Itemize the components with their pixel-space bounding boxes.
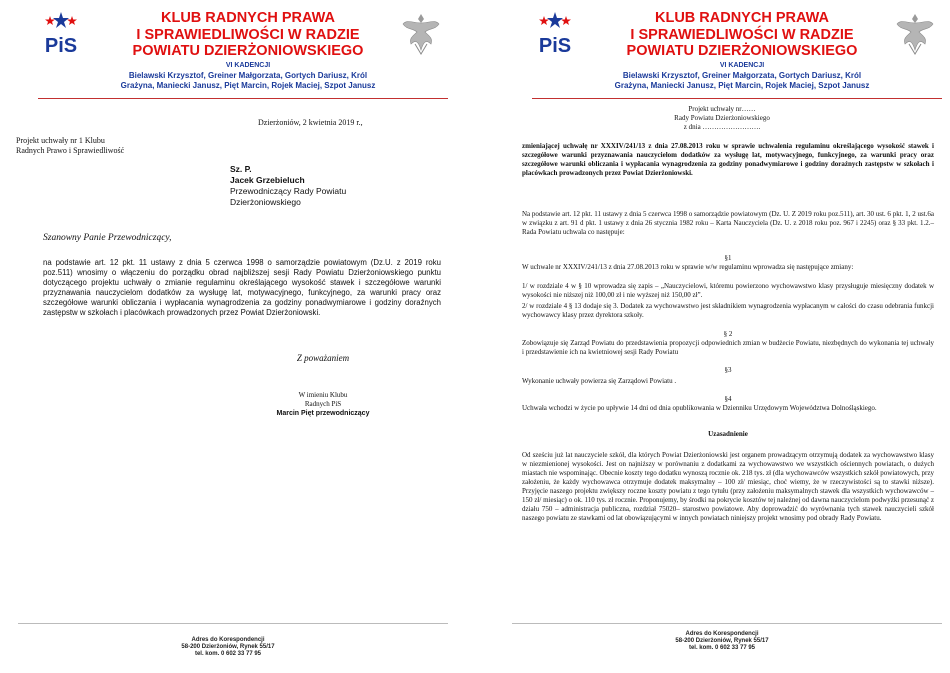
- letter-body: na podstawie art. 12 pkt. 11 ustawy z dnia 5 czerwca 1998 o samorządzie powiatowym (Dz.U. z 2019 roku poz.511) wnosimy o włączeniu do porządku obrad najbliższej sesji Rady Powiatu Dzierżoniowskiego punktu dotyczącego projektu uchwały o zmianie regulaminu określającego wysokość stawek i szczegółowe warunki przyznawania nauczycielom dodatków za wysługę lat, motywacyjnego, funkcyjnego, za warunki pracy oraz szczegółowe warunki obliczania i wypłacania wynagrodzenia za godziny ponadwymiarowe i godziny doraźnych zastępstw w szkołach i placówkach prowadzonych przez Powiat Dzierżoniowski.: [43, 258, 441, 317]
- footer-address: Adres do Korespondencji 58-200 Dzierżoniów, Rynek 55/17 tel. kom. 0 602 33 77 95: [675, 631, 769, 651]
- resolution-title: zmieniającej uchwałę nr XXXIV/241/13 z dnia 27.08.2013 roku w sprawie uchwalenia regulaminu określającego wysokość stawek i szczegółowe warunki przyznawania nauczycielom dodatków za wysługę lat, motywacyjnego, funkcyjnego, za warunki pracy oraz szczegółowe warunki obliczania i wypłacania wynagrodzenia za godziny ponadwymiarowe i godziny doraźnych zastępstw w szkołach i placówkach prowadzonych przez Powiat Dzierżoniowski.: [522, 142, 934, 177]
- club-members: Bielawski Krzysztof, Greiner Małgorzata, Gortych Dariusz, Król Grażyna, Maniecki Janusz, Pięt Marcin, Rojek Maciej, Szpot Janusz: [614, 71, 870, 90]
- justification-text: Od sześciu już lat nauczyciele szkół, dla których Powiat Dzierżoniowski jest organem prowadzącym otrzymują dodatek za wychowawstwo klasy w niezmienionej wysokości. Jest on najniższy w porównaniu z dodatkami za wychowawstwo we wszystkich ościennych powiatach, o dużych miastach nie wspominając. Obecnie koszty tego dodatku wynoszą rocznie ok. 218 tys. zł (dla wychowawców wszystkich szkół powiatowych, przy założeniu, że każdy wychowawca otrzymuje dodatek maksymalny – 100 zł/ miesiąc, choć wiemy, że w rzeczywistości są to stawki niższe). Przyjęcie naszego projektu zwiększy roczne koszty powiatu z tego tytułu (przy założeniu maksymalnych stawek dla wszystkich wychowawców – 150 zł/ miesiąc) o ok. 110 tys. zł rocznie. Proponujemy, by środki na pokrycie kosztów tej należnej od dawna nauczycielom podwyżki przesunąć z działu 750 – administracja publiczna, rozdział 75020– starostwo powiatowe. Aby doprowadzić do wyrównania tych stawek nauczycieli szkół naszego powiatu ze stawkami od lat obowiązującymi w innych powiatach niniejszy projekt wnosimy pod obrady Rady Powiatu.: [522, 451, 934, 522]
- svg-text:PiS: PiS: [538, 35, 572, 57]
- paragraph-3-heading: §3: [724, 366, 732, 374]
- paragraph-1-item-2: 2/ w rozdziale 4 § 13 dodaje się 3. Dodatek za wychowawstwo jest składnikiem wynagrodzenia wypłacanym w całości do czasu odebrania funkcji wychowawcy klasy przez dyrektora szkoły.: [522, 302, 934, 319]
- club-members: Bielawski Krzysztof, Greiner Małgorzata, Gortych Dariusz, Król Grażyna, Maniecki Janusz, Pięt Marcin, Rojek Maciej, Szpot Janusz: [120, 71, 376, 90]
- letter-reference: Projekt uchwały nr 1 Klubu Radnych Prawo i Sprawiedliwość: [16, 136, 125, 155]
- club-title: KLUB RADNYCH PRAWA I SPRAWIEDLIWOŚCI W RADZIE POWIATU DZIERŻONIOWSKIEGO: [626, 10, 858, 59]
- recipient-role: Przewodniczący Rady Powiatu: [230, 186, 347, 196]
- paragraph-1-item-1: 1/ w rozdziale 4 w § 10 wprowadza się zapis – „Nauczycielowi, któremu powierzono wychowawstwo klasy przysługuje miesięczny dodatek w wysokości nie niższej niż 100,00 zł i nie wyższej niż 150,00 zł”.: [522, 282, 934, 299]
- pis-logo: [38, 10, 84, 58]
- footer-divider: [512, 623, 942, 624]
- letter-page: [8, 0, 448, 673]
- eagle-emblem-icon: [401, 10, 441, 56]
- paragraph-1-intro: W uchwale nr XXXIV/241/13 z dnia 27.08.2013 roku w sprawie w/w regulaminu wprowadza się następujące zmiany:: [522, 263, 854, 271]
- justification-title: Uzasadnienie: [708, 430, 748, 438]
- pis-logo: [532, 10, 578, 58]
- signature-block: W imieniu Klubu Radnych PiS Marcin Pięt przewodniczący: [273, 391, 373, 418]
- paragraph-4-text: Uchwała wchodzi w życie po upływie 14 dni od dnia opublikowania w Dzienniku Urzędowym Województwa Dolnośląskiego.: [522, 404, 877, 412]
- resolution-basis: Na podstawie art. 12 pkt. 11 ustawy z dnia 5 czerwca 1998 o samorządzie powiatowym (Dz. U. Z 2019 roku poz.511), art. 30 ust. 6 pkt. 1, 2 ust.6a w związku z art. 91 d pkt. 1 ustawy z dnia 26 stycznia 1982 roku – Karta Nauczyciela (Dz. U. z 2018 roku poz. 967 i 2245) oraz § 33 pkt. 1.2.– Rada Powiatu uchwala co następuje:: [522, 210, 934, 236]
- signer-name: Marcin Pięt przewodniczący: [276, 410, 370, 417]
- recipient-name: Jacek Grzebieluch: [230, 175, 305, 185]
- paragraph-3-text: Wykonanie uchwały powierza się Zarządowi Powiatu .: [522, 377, 677, 385]
- closing: Z poważaniem: [296, 353, 350, 363]
- eagle-emblem-icon: [895, 10, 935, 56]
- header-divider: [532, 98, 942, 99]
- kadencja-label: VI KADENCJI: [719, 62, 765, 69]
- kadencja-label: VI KADENCJI: [225, 62, 271, 69]
- greeting: Szanowny Panie Przewodniczący,: [43, 233, 172, 243]
- resolution-header: Projekt uchwały nr…… Rady Powiatu Dzierżoniowskiego z dnia …………………….: [674, 105, 770, 131]
- recipient-salutation: Sz. P.: [230, 164, 252, 174]
- footer-address: Adres do Korespondencji 58-200 Dzierżoniów, Rynek 55/17 tel. kom. 0 602 33 77 95: [181, 637, 275, 657]
- paragraph-4-heading: §4: [724, 395, 732, 403]
- paragraph-1-heading: §1: [724, 254, 732, 262]
- svg-text:PiS: PiS: [44, 35, 78, 57]
- paragraph-2-text: Zobowiązuje się Zarząd Powiatu do przedstawienia propozycji odpowiednich zmian w budżecie Powiatu, niezbędnych do wykonania tej uchwały i przedstawienie ich na kwietniowej sesji Rady Powiatu: [522, 339, 934, 356]
- paragraph-2-heading: § 2: [723, 330, 733, 338]
- recipient-block: Sz. P. Jacek Grzebieluch Przewodniczący Rady Powiatu Dzierżoniowskiego: [230, 164, 440, 208]
- club-title: KLUB RADNYCH PRAWA I SPRAWIEDLIWOŚCI W RADZIE POWIATU DZIERŻONIOWSKIEGO: [132, 10, 364, 59]
- resolution-page: [502, 0, 942, 673]
- letter-date: Dzierżoniów, 2 kwietnia 2019 r.,: [258, 118, 363, 127]
- header-divider: [38, 98, 448, 99]
- footer-divider: [18, 623, 448, 624]
